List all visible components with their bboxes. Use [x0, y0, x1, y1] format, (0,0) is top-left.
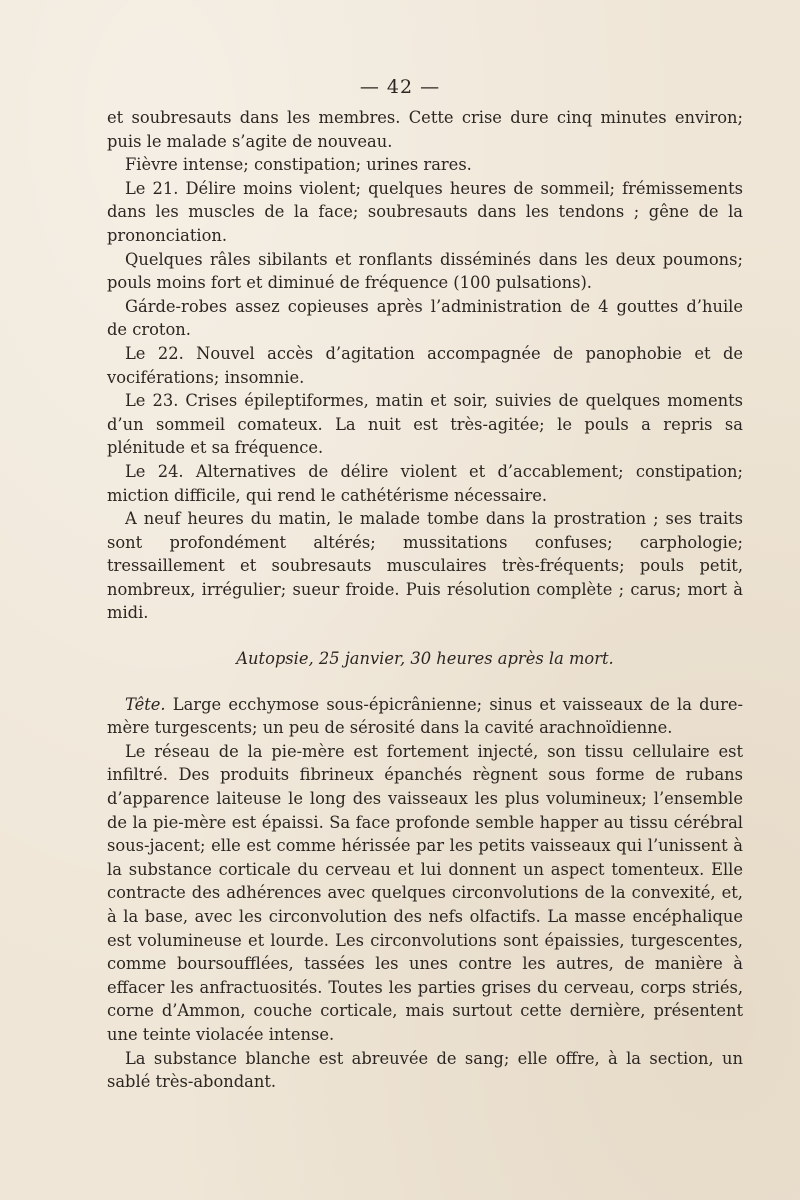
paragraph: Quelques râles sibilants et ronflants disséminés dans les deux poumons; pouls moins fort et diminué de fréquence (100 pulsations). — [107, 249, 743, 293]
paragraph: A neuf heures du matin, le malade tombe dans la prostration ; ses traits sont profondément altérés; mussitations confuses; carphologie; tressaillement et soubresauts musculaires très-fréquents; pouls petit, nombreux, irrégulier; sueur froide. Puis résolution complète ; carus; mort à midi. — [107, 509, 743, 623]
paragraph: Fièvre intense; constipation; urines rares. — [125, 155, 472, 175]
paragraph: Gárde-robes assez copieuses après l’administration de 4 gouttes d’huile de croton. — [107, 296, 743, 340]
paragraph: Le 22. Nouvel accès d’agitation accompagnée de panophobie et de vociférations; insomnie. — [107, 343, 743, 387]
paragraph: Le 21. Délire moins violent; quelques heures de sommeil; frémissements dans les muscles de la face; soubresauts dans les tendons ; gêne de la prononciation. — [107, 178, 743, 245]
tete-label: Tête. — [125, 694, 166, 714]
tete-text: Large ecchymose sous-épicrânienne; sinus et vaisseaux de la dure-mère turgescents; un peu de sérosité dans la cavité arachnoïdienne. — [107, 694, 743, 738]
paragraph: Le 24. Alternatives de délire violent et d’accablement; constipation; miction difficile, qui rend le cathétérisme nécessaire. — [107, 461, 743, 505]
paragraph: Le 23. Crises épileptiformes, matin et soir, suivies de quelques moments d’un sommeil comateux. La nuit est très-agitée; le pouls a repris sa plénitude et sa fréquence. — [107, 391, 743, 458]
paragraph: et soubresauts dans les membres. Cette crise dure cinq minutes environ; puis le malade s’agite de nouveau. — [107, 108, 743, 151]
page-number: — 42 — — [359, 76, 441, 98]
paragraph-tete — [107, 693, 743, 740]
body-text — [107, 106, 743, 1094]
paragraph: La substance blanche est abreuvée de sang; elle offre, à la section, un sablé très-abondant. — [107, 1048, 743, 1092]
paragraph: Le réseau de la pie-mère est fortement injecté, son tissu cellulaire est infiltré. Des produits fibrineux épanchés règnent sous forme de rubans d’apparence laiteuse le long des vaisseaux les plus volumineux; l’ensemble de la pie-mère est épaissi. Sa face profonde semble happer au tissu cérébral sous-jacent; elle est comme hérissée par les petits vaisseaux qui l’unissent à la substance corticale du cerveau et lui donnent un aspect tomenteux. Elle contracte des adhérences avec quelques circonvolutions de la convexité, et, à la base, avec les circonvolution des nefs olfactifs. La masse encéphalique est volumineuse et lourde. Les circonvolutions sont épaissies, turgescentes, comme boursoufflées, tassées les unes contre les autres, de manière à effacer les anfractuosités. Toutes les parties grises du cerveau, corps striés, corne d’Ammon, couche corticale, mais surtout cette dernière, présentent une teinte violacée intense. — [107, 741, 743, 1044]
section-heading: Autopsie, 25 janvier, 30 heures après la mort. — [236, 649, 614, 669]
